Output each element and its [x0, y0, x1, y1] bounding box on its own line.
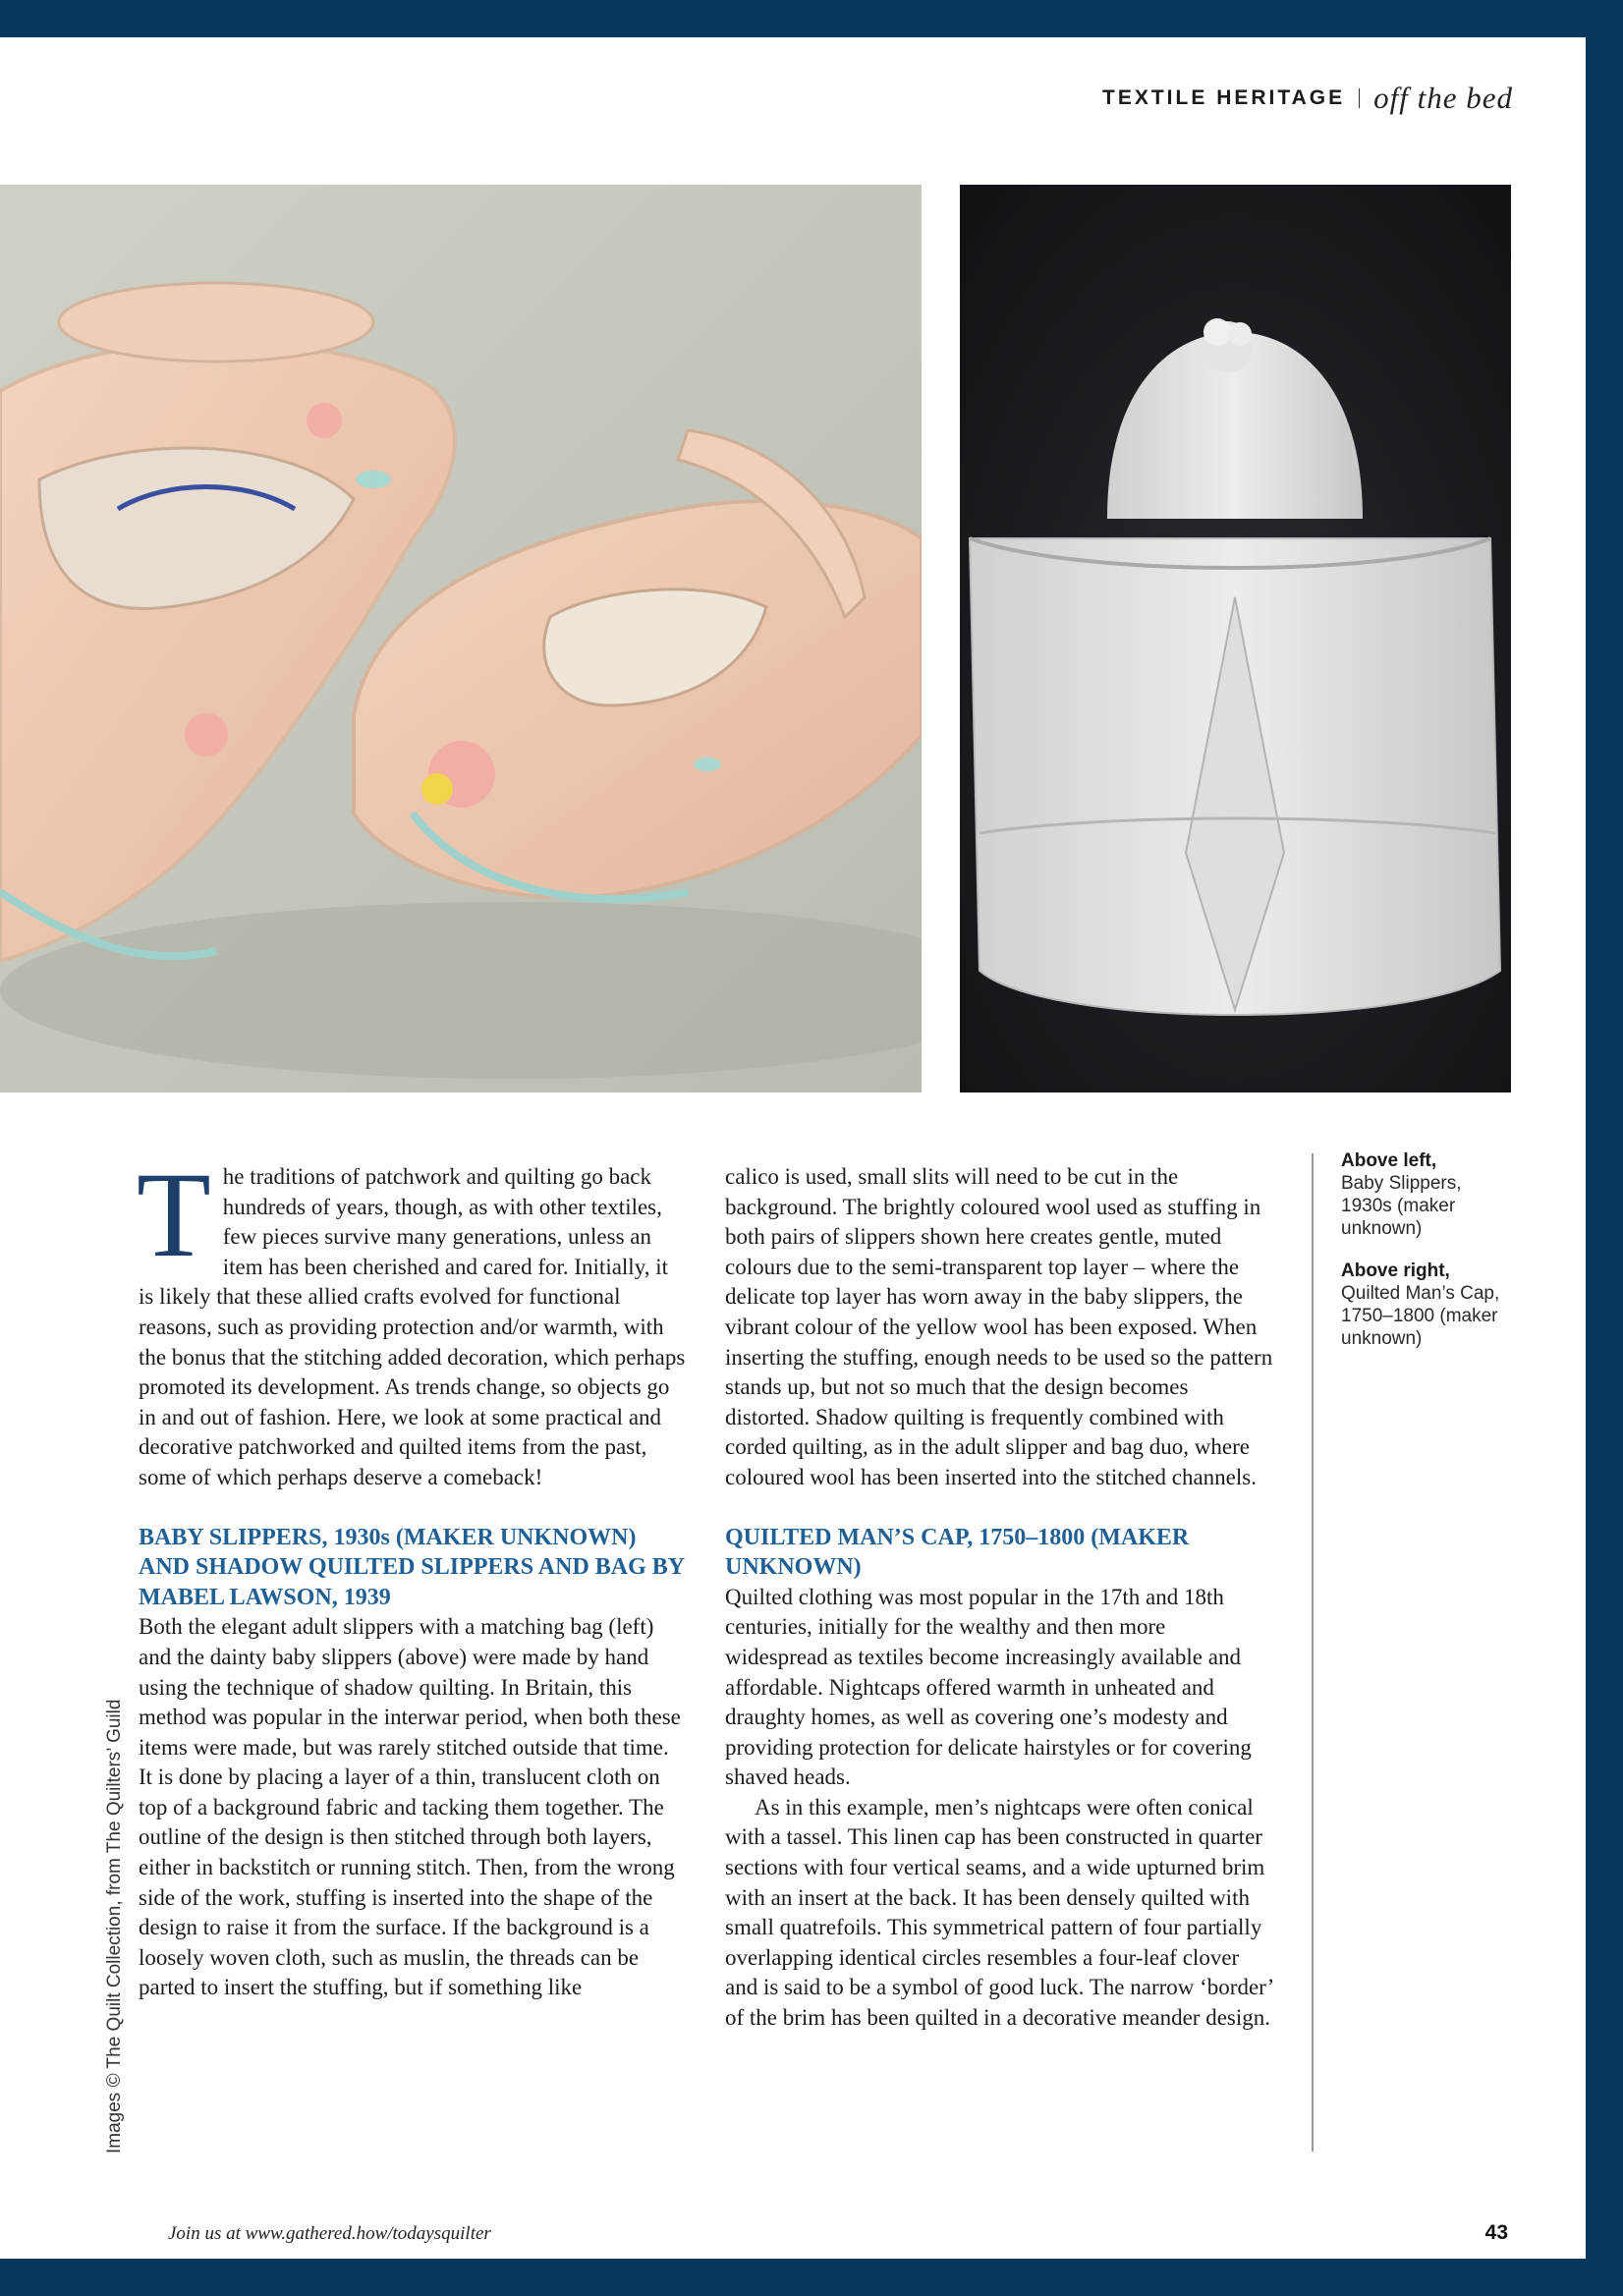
- baby-slippers-illustration: [0, 185, 922, 1092]
- footer-link-text[interactable]: Join us at www.gathered.how/todaysquilter: [168, 2223, 491, 2244]
- slippers-body: Both the elegant adult slippers with a matching bag (left) and the dainty baby slippers (above) were made by hand using the technique of shadow quilting. In Britain, this method was popular in the interwar period, when both these items were made, but was rarely stitched outside that time. It is done by placing a layer of a thin, translucent cloth on top of a background fabric and tacking them together. The outline of the design is then stitched through both layers, either in backstitch or running stitch. Then, from the wrong side of the work, stuffing is inserted into the shape of the design to raise it from the surface. If the background is a loosely woven cloth, such as muslin, the threads can be parted to insert the stuffing, but if something like: [139, 1614, 681, 2000]
- section-label: TEXTILE HERITAGE: [1102, 86, 1346, 109]
- intro-paragraph: [137, 1148, 687, 1493]
- running-head-divider: [1359, 88, 1360, 108]
- page-frame-right: [1586, 0, 1623, 2296]
- section-heading-cap: QUILTED MAN’S CAP, 1750–1800 (MAKER UNKNOWN): [725, 1524, 1190, 1581]
- caption-label: Above left,: [1341, 1150, 1437, 1171]
- caption-label: Above right,: [1341, 1260, 1450, 1281]
- caption-right: [1341, 1260, 1508, 1350]
- caption-left: [1341, 1149, 1508, 1240]
- caption-text: Quilted Man’s Cap, 1750–1800 (maker unknown): [1341, 1283, 1500, 1349]
- intro-text: he traditions of patchwork and quilting go back hundreds of years, though, as with other textiles, few pieces survive many generations, unless an item has been cherished and cared for. Initially, it is likely that these allied crafts evolved for functional reasons, such as providing protection and/or warmth, with the bonus that the stitching added decoration, which perhaps promoted its development. As trends change, so objects go in and out of fashion. Here, we look at some practical and decorative patchworked and quilted items from the past, some of which perhaps deserve a comeback!: [139, 1164, 686, 1489]
- caption-text: Baby Slippers, 1930s (maker unknown): [1341, 1173, 1462, 1239]
- article-column-1: [137, 1148, 687, 2003]
- baby-slippers-photo: [0, 185, 922, 1092]
- caption-divider: [1312, 1153, 1314, 2152]
- cap-body-1: Quilted clothing was most popular in the 17th and 18th centuries, initially for the wealthy and then more widespread as textiles become increasingly available and affordable. Nightcaps offered warmth in unheated and draughty homes, as well as covering one’s modesty and providing protection for delicate hairstyles or for covering shaved heads.: [725, 1584, 1252, 1790]
- page-frame-bottom: [0, 2259, 1623, 2296]
- slippers-body-continued: calico is used, small slits will need to be cut in the background. The brightly coloured wool used as stuffing in both pairs of slippers shown here creates gentle, muted colours due to the semi-transparent top layer – where the delicate top layer has worn away in the baby slippers, the vibrant colour of the yellow wool has been exposed. When inserting the stuffing, enough needs to be used so the pattern stands up, but not so much that the design becomes distorted. Shadow quilting is frequently combined with corded quilting, as in the adult slipper and bag duo, where coloured wool has been inserted into the stitched channels.: [725, 1164, 1273, 1489]
- running-head: [1102, 81, 1513, 116]
- photo-captions: [1341, 1149, 1508, 1370]
- series-label: off the bed: [1373, 81, 1513, 115]
- section-heading-slippers: BABY SLIPPERS, 1930s (MAKER UNKNOWN) AND SHADOW QUILTED SLIPPERS AND BAG BY MABEL LAWSON, 1939: [139, 1524, 685, 1610]
- page-number: 43: [1484, 2221, 1508, 2244]
- page-frame-top: [0, 0, 1623, 37]
- quilted-cap-photo: [960, 185, 1511, 1092]
- cap-body-2: As in this example, men’s nightcaps were often conical with a tassel. This linen cap has been constructed in quarter sections with four vertical seams, and a wide upturned brim with an insert at the back. It has been densely quilted with small quatrefoils. This symmetrical pattern of four partially overlapping identical circles resembles a four-leaf clover and is said to be a symbol of good luck. The narrow ‘border’ of the brim has been quilted in a decorative meander design.: [725, 1794, 1273, 2031]
- drop-cap: T: [137, 1148, 211, 1282]
- article-column-2: [725, 1162, 1273, 2034]
- quilted-cap-illustration: [960, 185, 1511, 1092]
- image-credit: Images © The Quilt Collection, from The Quilters’ Guild: [104, 1699, 125, 2154]
